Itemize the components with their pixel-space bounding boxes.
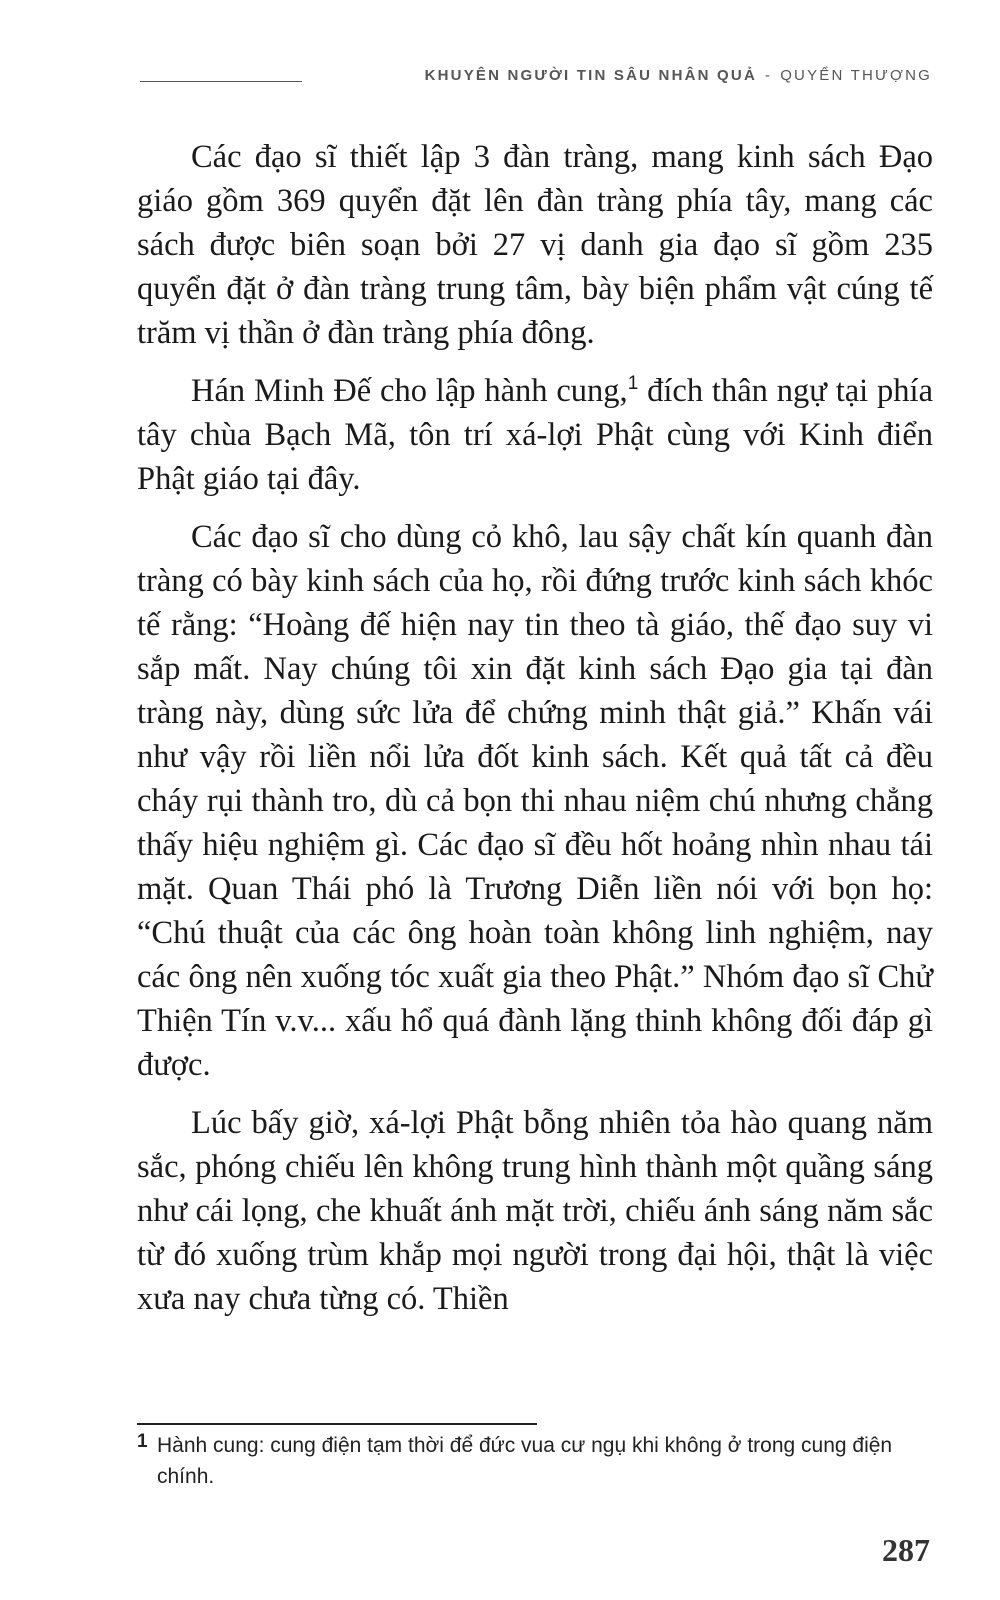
- paragraph-1: Các đạo sĩ thiết lập 3 đàn tràng, mang kinh sách Đạo giáo gồm 369 quyển đặt lên đàn tràng phía tây, mang các sách được biên soạn bởi 27 vị danh gia đạo sĩ gồm 235 quyển đặt ở đàn tràng trung tâm, bày biện phẩm vật cúng tế trăm vị thần ở đàn tràng phía đông.: [137, 139, 933, 351]
- running-header: [140, 62, 932, 84]
- main-text: [137, 135, 933, 1321]
- footnote-number: 1: [137, 1431, 148, 1452]
- footnote: [137, 1430, 933, 1492]
- footnote-rule: [137, 1423, 537, 1425]
- paragraph-3: Các đạo sĩ cho dùng cỏ khô, lau sậy chất kín quanh đàn tràng có bày kinh sách của họ, rồi đứng trước kinh sách khóc tế rằng: “Hoàng đế hiện nay tin theo tà giáo, thế đạo suy vi sắp mất. Nay chúng tôi xin đặt kinh sách Đạo gia tại đàn tràng này, dùng sức lửa để chứng minh thật giả.” Khấn vái như vậy rồi liền nổi lửa đốt kinh sách. Kết quả tất cả đều cháy rụi thành tro, dù cả bọn thi nhau niệm chú nhưng chẳng thấy hiệu nghiệm gì. Các đạo sĩ đều hốt hoảng nhìn nhau tái mặt. Quan Thái phó là Trương Diễn liền nói với bọn họ: “Chú thuật của các ông hoàn toàn không linh nghiệm, nay các ông nên xuống tóc xuất gia theo Phật.” Nhóm đạo sĩ Chử Thiện Tín v.v... xấu hổ quá đành lặng thinh không đối đáp gì được.: [137, 519, 933, 1083]
- volume-title: QUYỂN THƯỢNG: [780, 67, 932, 84]
- footnote-reference[interactable]: 1: [627, 373, 639, 395]
- paragraph-2-start: Hán Minh Đế cho lập hành cung,: [191, 373, 628, 409]
- header-separator: -: [764, 67, 773, 84]
- paragraph-2-end: đích thân ngự tại phía tây chùa Bạch Mã, tôn trí xá-lợi Phật cùng với Kinh điển Phật giáo tại đây.: [137, 373, 933, 497]
- paragraph-2: [137, 369, 933, 501]
- paragraph-4: Lúc bấy giờ, xá-lợi Phật bỗng nhiên tỏa hào quang năm sắc, phóng chiếu lên không trung hình thành một quầng sáng như cái lọng, che khuất ánh mặt trời, chiếu ánh sáng năm sắc từ đó xuống trùm khắp mọi người trong đại hội, thật là việc xưa nay chưa từng có. Thiền: [137, 1105, 933, 1317]
- page-number: 287: [882, 1532, 930, 1568]
- book-title: KHUYÊN NGƯỜI TIN SÂU NHÂN QUẢ: [424, 67, 757, 84]
- footnote-text: Hành cung: cung điện tạm thời để đức vua cư ngụ khi không ở trong cung điện chính.: [157, 1434, 893, 1488]
- header-rule: [140, 81, 302, 82]
